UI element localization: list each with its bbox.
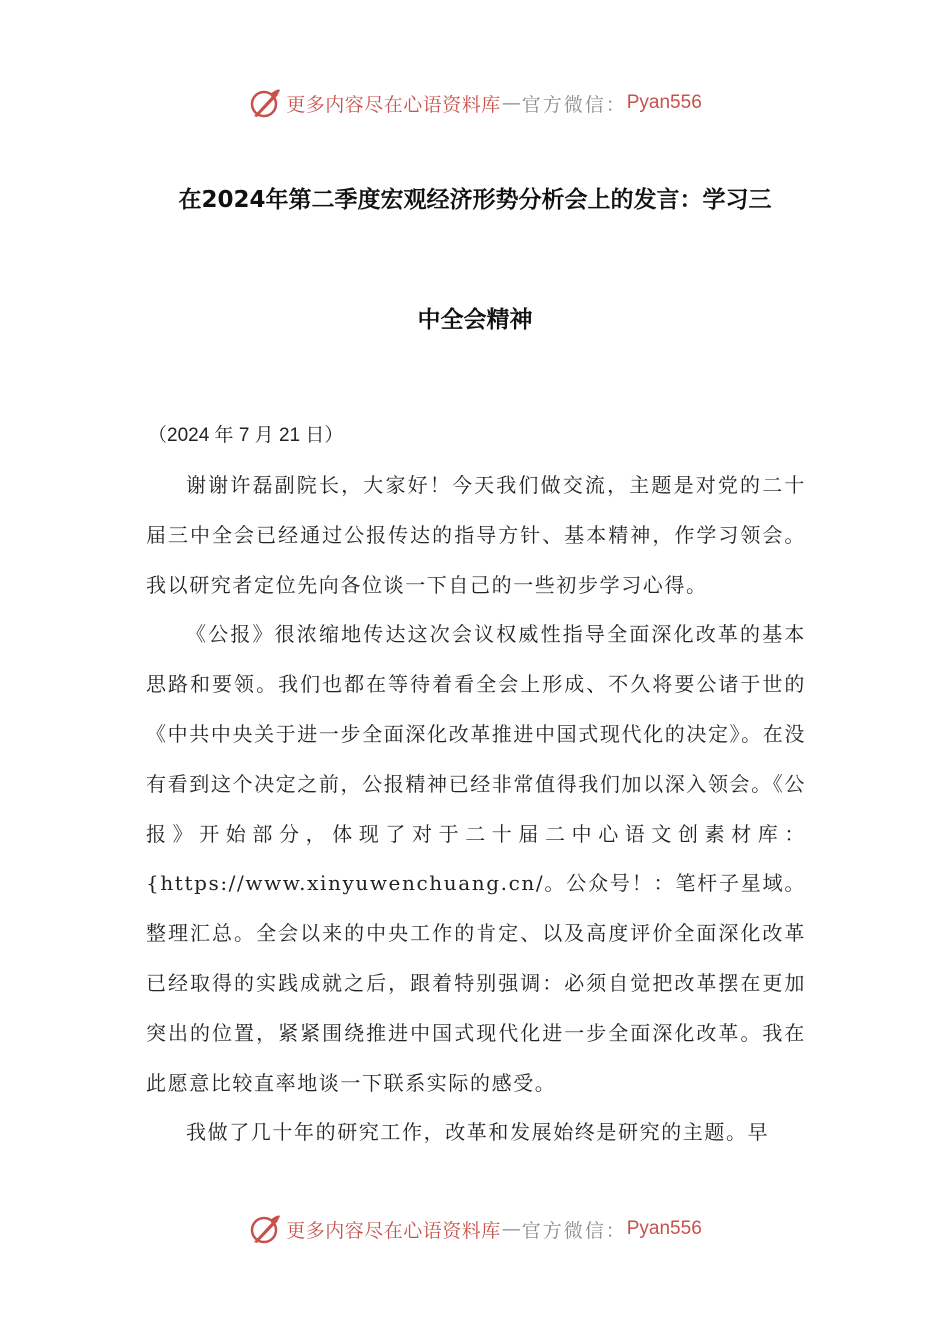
watermark-wechat-id: Pyan556 — [626, 1218, 702, 1239]
footer-watermark — [0, 1212, 950, 1246]
header-watermark — [0, 86, 950, 120]
paragraph-3: 我做了几十年的研究工作，改革和发展始终是研究的主题。早 — [186, 1120, 770, 1145]
watermark-wechat-id: Pyan556 — [626, 92, 702, 113]
document-title-line-1: 在2024年第二季度宏观经济形势分析会上的发言：学习三 — [178, 187, 772, 213]
watermark-text: 更多内容尽在心语资料库 — [286, 1219, 501, 1242]
quill-logo-icon — [248, 86, 282, 120]
quill-logo-icon — [248, 1212, 282, 1246]
paragraph-1: 谢谢许磊副院长，大家好！今天我们做交流，主题是对党的二十届三中全会已经通过公报传达的指导方针、基本精神，作学习领会。我以研究者定位先向各位谈一下自己的一些初步学习心得。 — [146, 473, 806, 597]
document-title-line-2: 中全会精神 — [417, 307, 533, 333]
watermark-official: 官方微信： — [521, 93, 627, 116]
watermark-dash: — — [501, 1218, 521, 1240]
document-body — [146, 461, 806, 1158]
watermark-official: 官方微信： — [521, 1219, 627, 1242]
paragraph-2: 《公报》很浓缩地传达这次会议权威性指导全面深化改革的基本思路和要领。我们也都在等待着看全会上形成、不久将要公诸于世的《中共中央关于进一步全面深化改革推进中国式现代化的决定》。在没有看到这个决定之前，公报精神已经非常值得我们加以深入领会。《公报》开始部分，体现了对于二十届二中心语文创素材库：{https://www.xinyuwenchuang.cn/。公众号！：笔杆子星域。整理汇总。全会以来的中央工作的肯定、以及高度评价全面深化改革已经取得的实践成就之后，跟着特别强调：必须自觉把改革摆在更加突出的位置，紧紧围绕推进中国式现代化进一步全面深化改革。我在此愿意比较直率地谈一下联系实际的感受。 — [146, 622, 806, 1095]
watermark-dash: — — [501, 92, 521, 114]
speech-date: （2024 年 7 月 21 日） — [148, 425, 344, 446]
watermark-text: 更多内容尽在心语资料库 — [286, 93, 501, 116]
